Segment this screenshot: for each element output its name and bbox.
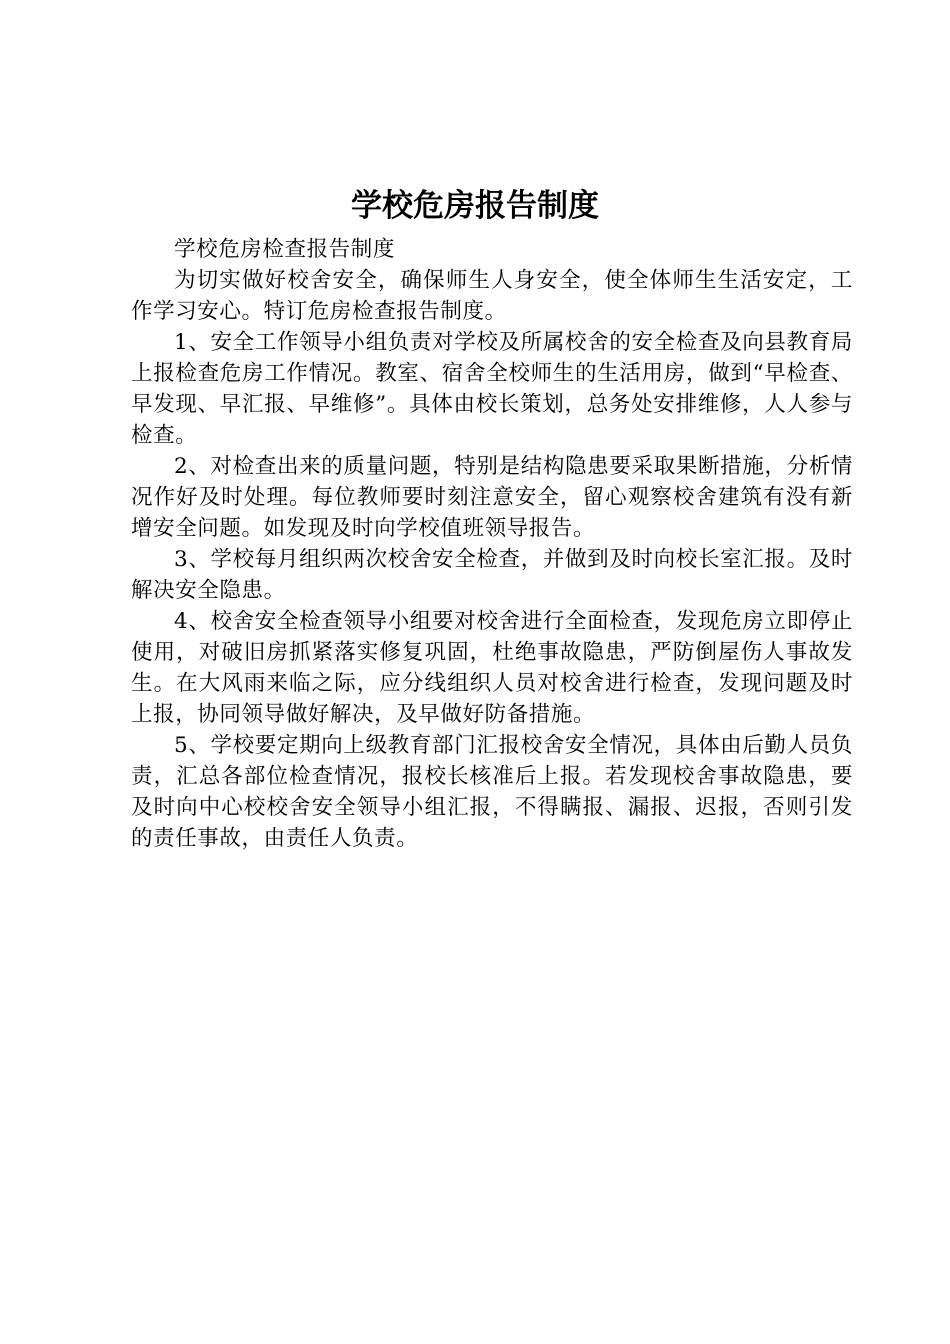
rule-paragraph-5: 5、学校要定期向上级教育部门汇报校舍安全情况，具体由后勤人员负责，汇总各部位检查情况，报校长核准后上报。若发现校舍事故隐患，要及时向中心校校舍安全领导小组汇报，不得瞒报、漏报、迟报，否则引发的责任事故，由责任人负责。	[131, 733, 853, 851]
rule-paragraph-4: 4、校舍安全检查领导小组要对校舍进行全面检查，发现危房立即停止使用，对破旧房抓紧落实修复巩固，杜绝事故隐患，严防倒屋伤人事故发生。在大风雨来临之际，应分线组织人员对校舍进行检查，发现问题及时上报，协同领导做好解决，及早做好防备措施。	[131, 609, 853, 727]
subtitle-paragraph: 学校危房检查报告制度	[174, 237, 396, 262]
rule-paragraph-1: 1、安全工作领导小组负责对学校及所属校舍的安全检查及向县教育局上报检查危房工作情况。教室、宿舍全校师生的生活用房，做到“早检查、早发现、早汇报、早维修”。具体由校长策划，总务处安排维修，人人参与检查。	[131, 330, 853, 448]
rule-paragraph-3: 3、学校每月组织两次校舍安全检查，并做到及时向校长室汇报。及时解决安全隐患。	[131, 547, 853, 603]
document-body	[131, 234, 853, 854]
rule-paragraph-2: 2、对检查出来的质量问题，特别是结构隐患要采取果断措施，分析情况作好及时处理。每位教师要时刻注意安全，留心观察校舍建筑有没有新增安全问题。如发现及时向学校值班领导报告。	[131, 454, 853, 541]
document-title: 学校危房报告制度	[351, 188, 599, 224]
intro-paragraph: 为切实做好校舍安全，确保师生人身安全，使全体师生生活安定，工作学习安心。特订危房检查报告制度。	[131, 268, 853, 324]
